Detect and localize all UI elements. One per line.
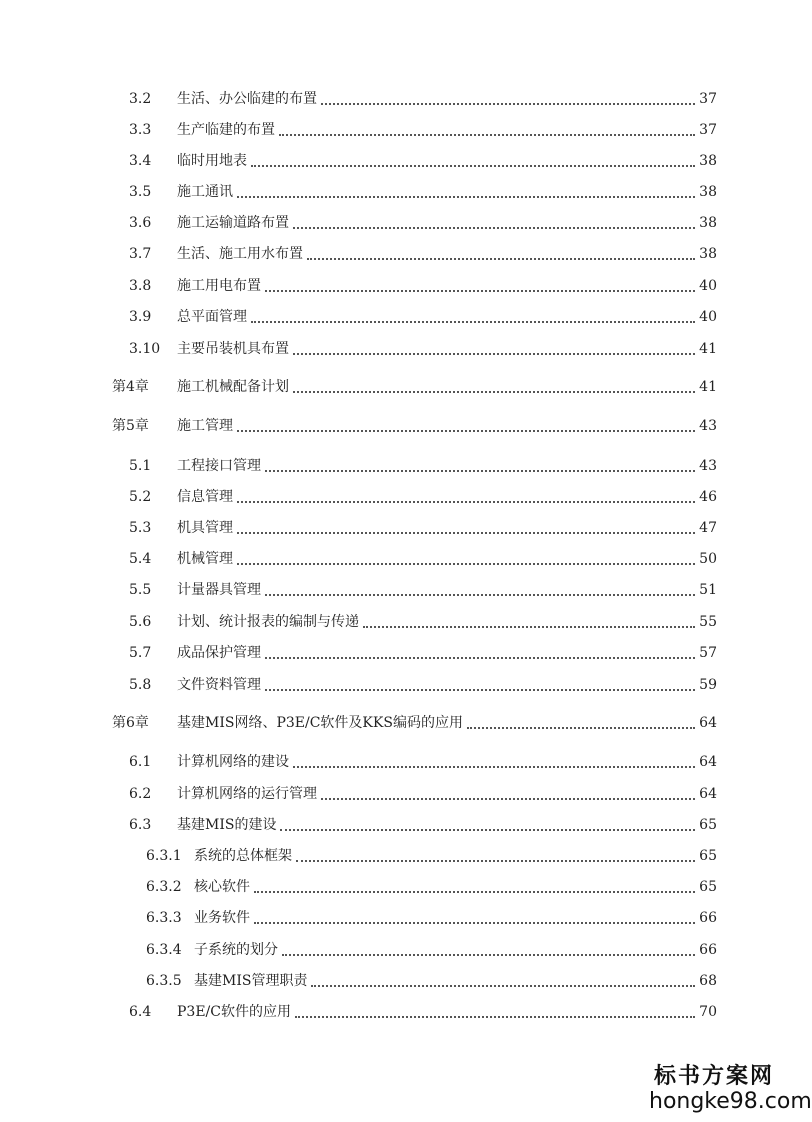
toc-entry-number: 6.3.1 (146, 848, 182, 864)
dot-leader (293, 744, 695, 768)
toc-entry-number: 5.1 (129, 458, 152, 474)
toc-entry-number: 6.3 (129, 817, 152, 833)
dot-leader (237, 510, 695, 534)
dot-leader (363, 604, 695, 628)
toc-entry-title: 基建MIS的建设 (177, 817, 277, 833)
toc-entry-number: 5.8 (129, 677, 152, 693)
dot-leader (254, 869, 695, 893)
toc-entry-page: 43 (699, 458, 717, 474)
toc-entry-title: 机具管理 (177, 520, 233, 536)
toc-entry-page: 50 (699, 551, 717, 567)
toc-entry (0, 486, 793, 508)
dot-leader (279, 112, 695, 136)
watermark-chinese: 标书方案网 (653, 1064, 774, 1089)
toc-entry-page: 64 (699, 754, 717, 770)
toc-entry (0, 783, 793, 805)
dot-leader (265, 448, 695, 472)
watermark-logo (649, 1064, 812, 1114)
toc-entry (0, 939, 793, 961)
toc-entry (0, 243, 793, 265)
toc-entry (0, 845, 793, 867)
toc-entry-number: 6.2 (129, 786, 152, 802)
dot-leader (321, 81, 695, 105)
toc-entry-title: 成品保护管理 (177, 645, 261, 661)
toc-entry (0, 1001, 793, 1023)
toc-entry-number: 6.4 (129, 1004, 152, 1020)
toc-entry (0, 876, 793, 898)
dot-leader (296, 838, 695, 862)
toc-entry (0, 415, 793, 437)
toc-entry (0, 674, 793, 696)
toc-entry (0, 517, 793, 539)
toc-entry-number: 3.4 (129, 153, 152, 169)
toc-entry-number: 3.8 (129, 278, 152, 294)
toc-entry-number: 5.4 (129, 551, 152, 567)
dot-leader (293, 331, 695, 355)
toc-entry-number: 第6章 (112, 715, 149, 731)
toc-entry-title: 生活、办公临建的布置 (177, 91, 317, 107)
toc-entry-title: 基建MIS网络、P3E/C软件及KKS编码的应用 (177, 715, 463, 731)
toc-entry-title: 临时用地表 (177, 153, 247, 169)
dot-leader (251, 299, 695, 323)
toc-entry-number: 5.7 (129, 645, 152, 661)
toc-entry-title: 工程接口管理 (177, 458, 261, 474)
toc-entry-page: 64 (699, 715, 717, 731)
toc-entry-number: 6.3.2 (146, 879, 182, 895)
toc-entry-title: 生活、施工用水布置 (177, 246, 303, 262)
toc-entry-page: 41 (699, 379, 717, 395)
toc-entry-number: 第5章 (112, 418, 149, 434)
toc-entry (0, 275, 793, 297)
toc-entry-title: 计量器具管理 (177, 582, 261, 598)
toc-entry-page: 68 (699, 973, 717, 989)
toc-entry-number: 6.3.4 (146, 942, 182, 958)
toc-entry-number: 3.10 (129, 341, 161, 357)
dot-leader (293, 369, 695, 393)
watermark-url: hongke98.com (649, 1089, 812, 1114)
toc-entry (0, 579, 793, 601)
toc-entry (0, 548, 793, 570)
dot-leader (282, 932, 695, 956)
toc-entry-page: 37 (699, 91, 717, 107)
toc-entry-page: 38 (699, 153, 717, 169)
toc-entry-page: 43 (699, 418, 717, 434)
dot-leader (321, 776, 695, 800)
toc-entry-title: 核心软件 (194, 879, 250, 895)
dot-leader (293, 205, 695, 229)
toc-entry (0, 150, 793, 172)
toc-entry (0, 338, 793, 360)
toc-entry (0, 306, 793, 328)
toc-entry (0, 376, 793, 398)
toc-entry-page: 40 (699, 309, 717, 325)
dot-leader (265, 572, 695, 596)
dot-leader (265, 667, 695, 691)
toc-entry-title: 生产临建的布置 (177, 122, 275, 138)
toc-entry-number: 3.3 (129, 122, 152, 138)
toc-entry (0, 611, 793, 633)
toc-entry-title: 文件资料管理 (177, 677, 261, 693)
toc-entry-number: 第4章 (112, 379, 149, 395)
toc-entry (0, 119, 793, 141)
toc-entry-title: 子系统的划分 (194, 942, 278, 958)
dot-leader (311, 963, 695, 987)
toc-entry (0, 712, 793, 734)
toc-entry-page: 57 (699, 645, 717, 661)
toc-entry-page: 38 (699, 215, 717, 231)
dot-leader (295, 994, 695, 1018)
dot-leader (307, 236, 695, 260)
toc-entry-page: 51 (699, 582, 717, 598)
toc-entry-title: 业务软件 (194, 910, 250, 926)
toc-entry-page: 46 (699, 489, 717, 505)
dot-leader (280, 807, 695, 831)
toc-entry-title: 施工运输道路布置 (177, 215, 289, 231)
toc-entry-page: 65 (699, 879, 717, 895)
toc-entry-page: 38 (699, 184, 717, 200)
toc-entry-number: 3.6 (129, 215, 152, 231)
toc-entry-page: 66 (699, 910, 717, 926)
dot-leader (265, 635, 695, 659)
toc-entry-number: 3.9 (129, 309, 152, 325)
toc-entry-number: 3.5 (129, 184, 152, 200)
toc-entry (0, 181, 793, 203)
toc-entry-page: 41 (699, 341, 717, 357)
toc-entry-page: 66 (699, 942, 717, 958)
dot-leader (237, 174, 695, 198)
toc-entry-title: 计划、统计报表的编制与传递 (177, 614, 359, 630)
toc-entry (0, 907, 793, 929)
toc-entry-page: 47 (699, 520, 717, 536)
toc-entry-page: 59 (699, 677, 717, 693)
toc-entry-title: P3E/C软件的应用 (177, 1004, 291, 1020)
toc-entry-page: 65 (699, 817, 717, 833)
dot-leader (467, 705, 695, 729)
toc-entry-title: 施工机械配备计划 (177, 379, 289, 395)
toc-entry-title: 机械管理 (177, 551, 233, 567)
toc-entry-title: 施工通讯 (177, 184, 233, 200)
toc-entry-title: 施工管理 (177, 418, 233, 434)
toc-entry-number: 6.1 (129, 754, 152, 770)
dot-leader (251, 143, 695, 167)
toc-entry-number: 5.5 (129, 582, 152, 598)
toc-entry-title: 主要吊装机具布置 (177, 341, 289, 357)
toc-entry-number: 3.2 (129, 91, 152, 107)
toc-entry-page: 37 (699, 122, 717, 138)
toc-entry-title: 计算机网络的运行管理 (177, 786, 317, 802)
toc-entry-number: 6.3.3 (146, 910, 182, 926)
toc-entry-page: 70 (699, 1004, 717, 1020)
toc-entry-page: 64 (699, 786, 717, 802)
toc-entry (0, 88, 793, 110)
toc-entry-title: 信息管理 (177, 489, 233, 505)
toc-entry-page: 65 (699, 848, 717, 864)
dot-leader (265, 268, 695, 292)
dot-leader (254, 900, 695, 924)
toc-entry (0, 455, 793, 477)
toc-entry (0, 814, 793, 836)
toc-entry-title: 计算机网络的建设 (177, 754, 289, 770)
toc-entry-title: 总平面管理 (177, 309, 247, 325)
toc-entry-title: 基建MIS管理职责 (194, 973, 308, 989)
toc-entry-page: 40 (699, 278, 717, 294)
toc-entry (0, 970, 793, 992)
toc-entry-number: 6.3.5 (146, 973, 182, 989)
dot-leader (237, 408, 695, 432)
toc-entry-title: 系统的总体框架 (194, 848, 292, 864)
toc-entry-title: 施工用电布置 (177, 278, 261, 294)
toc-entry (0, 642, 793, 664)
toc-entry-number: 5.3 (129, 520, 152, 536)
toc-entry (0, 751, 793, 773)
toc-entry-page: 38 (699, 246, 717, 262)
toc-entry-number: 3.7 (129, 246, 152, 262)
dot-leader (237, 479, 695, 503)
toc-entry-number: 5.6 (129, 614, 152, 630)
toc-entry-page: 55 (699, 614, 717, 630)
toc-entry-number: 5.2 (129, 489, 152, 505)
dot-leader (237, 541, 695, 565)
toc-entry (0, 212, 793, 234)
